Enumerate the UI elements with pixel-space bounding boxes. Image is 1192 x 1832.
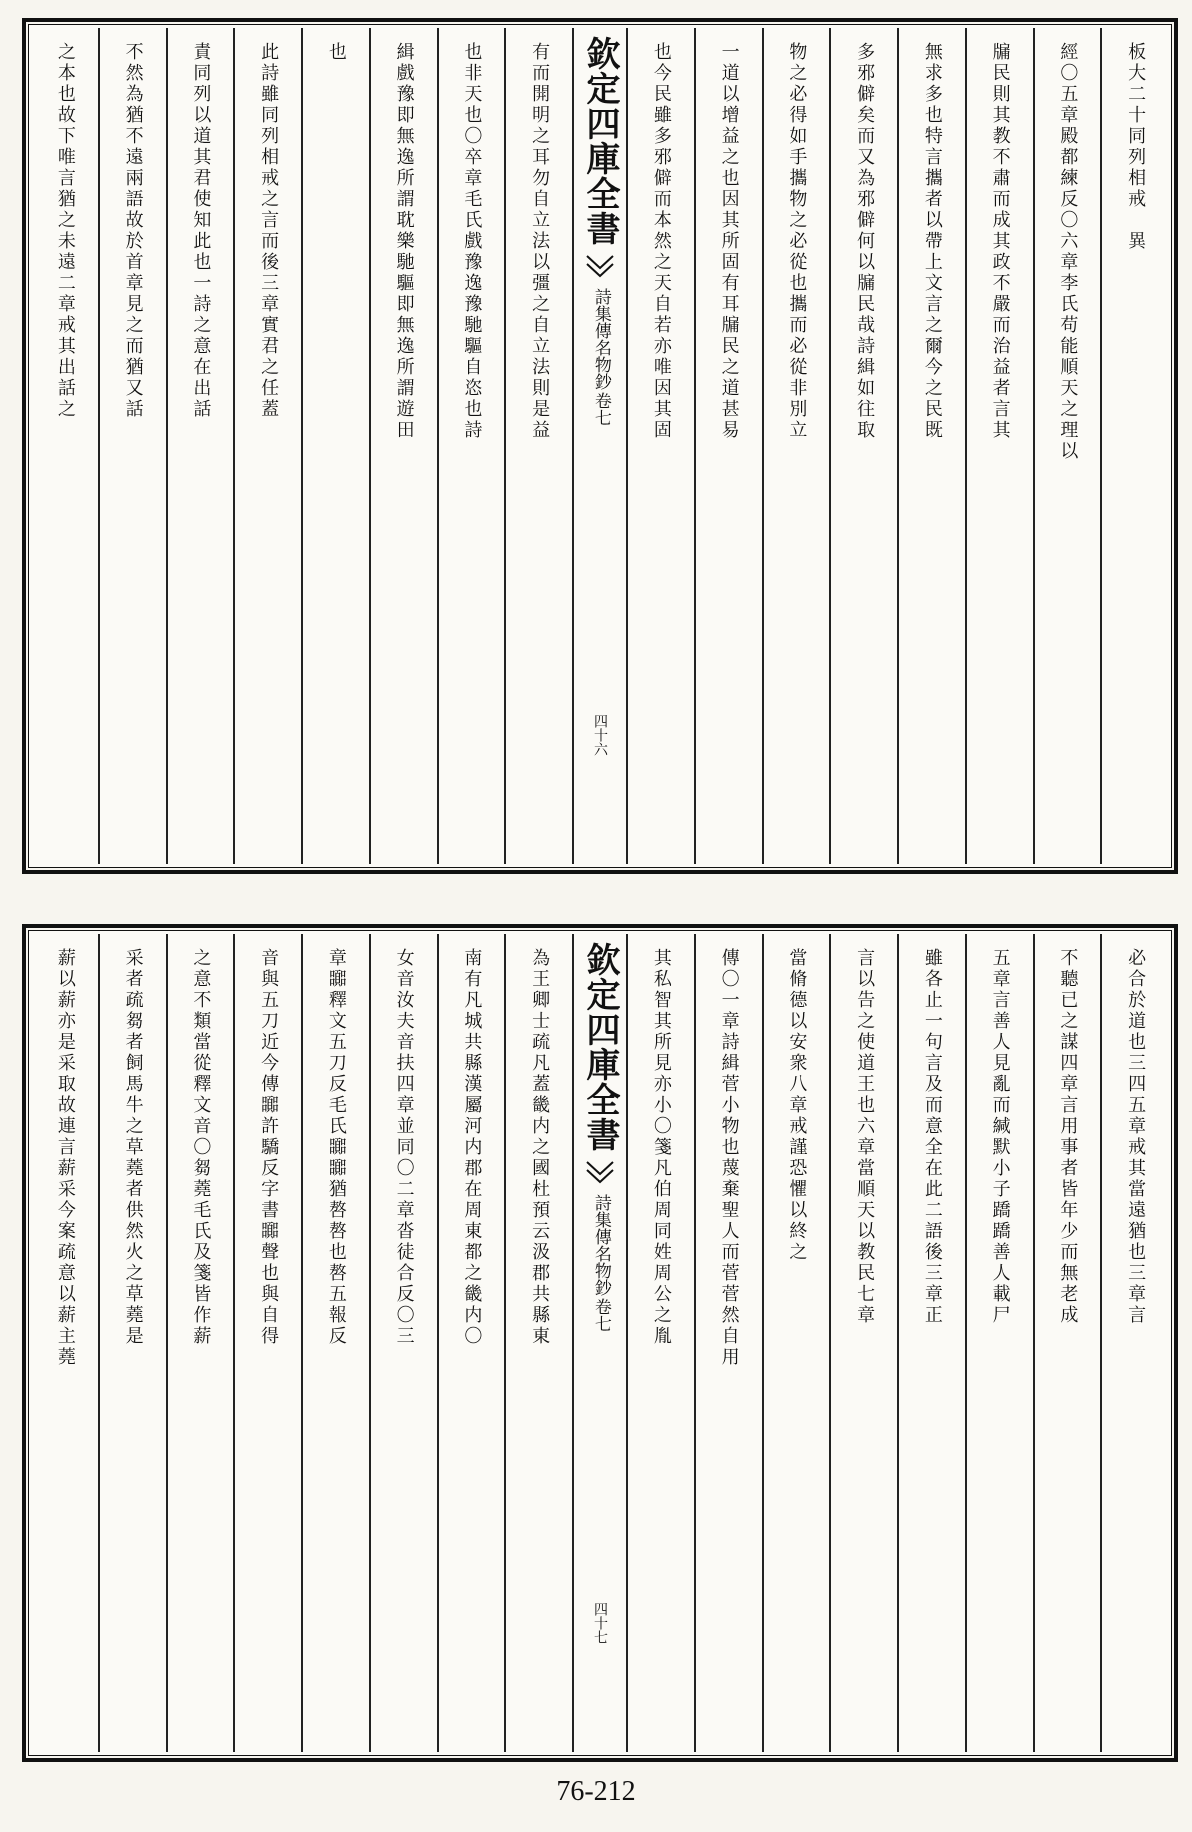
book-title: 欽定四庫全書 <box>580 942 620 1152</box>
column-text: 傳〇一章詩緝菅小物也蔑棄聖人而菅菅然自用 <box>718 948 740 1368</box>
text-column <box>437 934 505 1752</box>
column-text: 無求多也特言攜者以帶上文言之爾今之民既 <box>921 42 943 441</box>
book-subtitle: 詩集傳名物鈔 <box>590 288 611 390</box>
column-text: 經〇五章殿都練反〇六章李氏苟能順天之理以 <box>1057 42 1079 462</box>
column-text: 不然為猶不遠兩語故於首章見之而猶又話 <box>122 42 144 420</box>
text-column <box>504 28 572 864</box>
column-text: 薪以薪亦是采取故連言薪采今案疏意以薪主蕘 <box>54 948 76 1368</box>
fishtail-mark-icon <box>585 254 615 280</box>
text-column <box>369 28 437 864</box>
column-text: 章嚻釋文五刀反毛氏嚻嚻猶嗸嗸也嗸五報反 <box>325 948 347 1347</box>
text-column <box>965 28 1033 864</box>
column-text: 當脩德以安衆八章戒謹恐懼以終之 <box>786 948 808 1263</box>
column-text: 女音汝夫音扶四章並同〇二章沓徒合反〇三 <box>393 948 415 1347</box>
text-column <box>1100 934 1168 1752</box>
text-column <box>965 934 1033 1752</box>
column-text: 為王卿士疏凡蓋畿内之國杜預云汲郡共縣東 <box>529 948 551 1347</box>
column-text: 也今民雖多邪僻而本然之天自若亦唯因其固 <box>650 42 672 441</box>
text-column <box>32 28 98 864</box>
upper-page <box>22 18 1178 874</box>
text-column <box>694 28 762 864</box>
volume-number: 卷七 <box>590 1298 611 1332</box>
text-column <box>437 28 505 864</box>
page-number: 76-212 <box>556 1776 636 1807</box>
text-column <box>1033 934 1101 1752</box>
column-text: 雖各止一句言及而意全在此二語後三章正 <box>921 948 943 1326</box>
column-text: 一道以增益之也因其所固有耳牖民之道甚易 <box>718 42 740 441</box>
column-text: 板大二十同列相戒 異 <box>1125 42 1147 252</box>
fishtail-mark-icon <box>585 1160 615 1186</box>
text-column <box>233 934 301 1752</box>
center-fold <box>572 934 626 1752</box>
text-column <box>626 934 694 1752</box>
center-fold <box>572 28 626 864</box>
text-column <box>829 28 897 864</box>
column-text: 牖民則其教不肅而成其政不嚴而治益者言其 <box>989 42 1011 441</box>
lower-page <box>22 924 1178 1762</box>
column-text: 緝戲豫即無逸所謂耽樂馳驅即無逸所謂遊田 <box>393 42 415 441</box>
text-column <box>233 28 301 864</box>
column-text: 也非天也〇卒章毛氏戲豫逸豫馳驅自恣也詩 <box>461 42 483 441</box>
column-text: 其私智其所見亦小〇箋凡伯周同姓周公之胤 <box>650 948 672 1347</box>
column-text: 南有凡城共縣漢屬河内郡在周東都之畿内〇 <box>461 948 483 1347</box>
column-text: 言以告之使道王也六章當順天以教民七章 <box>854 948 876 1326</box>
column-text: 音與五刀近今傳嚻許驕反字書嚻聲也與自得 <box>258 948 280 1347</box>
column-text: 之本也故下唯言猶之未遠二章戒其出話之 <box>54 42 76 420</box>
text-column <box>897 28 965 864</box>
text-column <box>762 28 830 864</box>
column-text: 不聽已之謀四章言用事者皆年少而無老成 <box>1057 948 1079 1326</box>
leaf-number: 四十七 <box>592 1602 608 1644</box>
text-column <box>626 28 694 864</box>
column-text: 物之必得如手攜物之必從也攜而必從非別立 <box>786 42 808 441</box>
upper-columns <box>32 28 1168 864</box>
volume-info <box>591 288 609 426</box>
book-title: 欽定四庫全書 <box>580 36 620 246</box>
lower-columns <box>32 934 1168 1752</box>
text-column <box>98 934 166 1752</box>
text-column <box>897 934 965 1752</box>
text-column <box>1033 28 1101 864</box>
column-text: 責同列以道其君使知此也一詩之意在出話 <box>190 42 212 420</box>
text-column <box>829 934 897 1752</box>
column-text: 也 <box>325 42 347 63</box>
column-text: 五章言善人見亂而緘默小子蹻蹻善人載尸 <box>989 948 1011 1326</box>
book-subtitle: 詩集傳名物鈔 <box>590 1194 611 1296</box>
text-column <box>166 28 234 864</box>
text-column <box>32 934 98 1752</box>
column-text: 必合於道也三四五章戒其當遠猶也三章言 <box>1125 948 1147 1326</box>
leaf-number: 四十六 <box>592 714 608 756</box>
column-text: 采者疏芻者飼馬牛之草蕘者供然火之草蕘是 <box>122 948 144 1347</box>
text-column <box>369 934 437 1752</box>
volume-info <box>591 1194 609 1332</box>
text-column <box>301 28 369 864</box>
column-text: 多邪僻矣而又為邪僻何以牖民哉詩緝如往取 <box>854 42 876 441</box>
text-column <box>694 934 762 1752</box>
text-column <box>166 934 234 1752</box>
column-text: 此詩雖同列相戒之言而後三章實君之任蓋 <box>258 42 280 420</box>
text-column <box>762 934 830 1752</box>
text-column <box>98 28 166 864</box>
volume-number: 卷七 <box>590 392 611 426</box>
column-text: 之意不類當從釋文音〇芻蕘毛氏及箋皆作薪 <box>190 948 212 1347</box>
text-column <box>301 934 369 1752</box>
text-column <box>1100 28 1168 864</box>
text-column <box>504 934 572 1752</box>
column-text: 有而開明之耳勿自立法以彊之自立法則是益 <box>529 42 551 441</box>
